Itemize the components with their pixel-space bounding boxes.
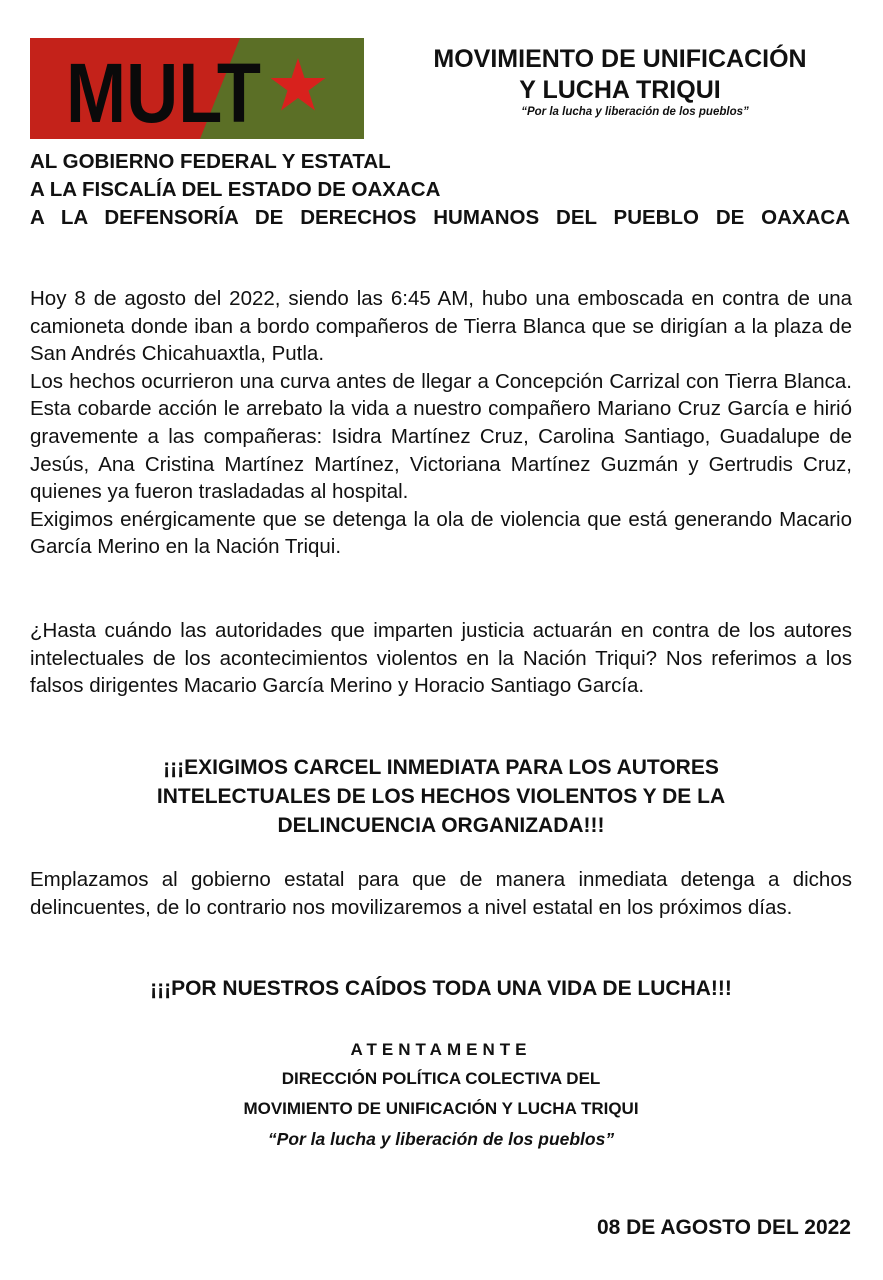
paragraph-ambush: Hoy 8 de agosto del 2022, siendo las 6:45 AM, hubo una emboscada en contra de una camioneta donde iban a bordo compañeros de Tierra Blanca que se dirigían a la plaza de San Andrés Chicahuaxtla, Putla. xyxy=(30,287,852,366)
addressees-block xyxy=(30,148,850,232)
body-paragraph-question xyxy=(30,617,852,700)
body-paragraphs-group-1 xyxy=(30,285,852,561)
body-paragraph-ultimatum xyxy=(30,866,852,921)
organization-title xyxy=(400,44,840,106)
addressee-line: AL GOBIERNO FEDERAL Y ESTATAL xyxy=(30,150,391,173)
paragraph-ultimatum: Emplazamos al gobierno estatal para que de manera inmediata detenga a dichos delincuentes, de lo contrario nos movilizaremos a nivel estatal en los próximos días. xyxy=(30,868,852,919)
demand-line: INTELECTUALES DE LOS HECHOS VIOLENTOS Y DE LA xyxy=(156,785,726,808)
signature-motto: “Por la lucha y liberación de los pueblos” xyxy=(267,1129,615,1149)
header-motto: “Por la lucha y liberación de los pueblos” xyxy=(521,106,749,118)
closing: ATENTAMENTE xyxy=(350,1040,532,1059)
paragraph-victims: Los hechos ocurrieron una curva antes de llegar a Concepción Carrizal con Tierra Blanca. Esta cobarde acción le arrebato la vida a nuestro compañero Mariano Cruz García e hirió gravemente a las compañeras: Isidra Martínez Cruz, Carolina Santiago, Guadalupe de Jesús, Ana Cristina Martínez Martínez, Victoriana Martínez Guzmán y Gertrudis Cruz, quienes ya fueron trasladadas al hospital. xyxy=(30,369,852,504)
addressee-line: A LA DEFENSORÍA DE DERECHOS HUMANOS DEL PUEBLO DE OAXACA xyxy=(30,206,850,229)
demand-heading xyxy=(30,753,852,840)
document-date: 08 DE AGOSTO DEL 2022 xyxy=(596,1216,851,1239)
signature-line: MOVIMIENTO DE UNIFICACIÓN Y LUCHA TRIQUI xyxy=(243,1099,639,1118)
org-title-line2: Y LUCHA TRIQUI xyxy=(519,76,721,104)
demand-line: DELINCUENCIA ORGANIZADA!!! xyxy=(277,814,605,837)
mult-logo xyxy=(30,38,364,139)
signature-line: DIRECCIÓN POLÍTICA COLECTIVA DEL xyxy=(281,1069,601,1088)
logo-text: MULT xyxy=(66,46,261,139)
signature-block xyxy=(30,1036,852,1154)
slogan: ¡¡¡POR NUESTROS CAÍDOS TODA UNA VIDA DE LUCHA!!! xyxy=(150,977,732,1000)
addressee-line: A LA FISCALÍA DEL ESTADO DE OAXACA xyxy=(30,178,441,201)
paragraph-demand-stop: Exigimos enérgicamente que se detenga la ola de violencia que está generando Macario García Merino en la Nación Triqui. xyxy=(30,507,852,559)
org-title-line1: MOVIMIENTO DE UNIFICACIÓN xyxy=(433,45,807,73)
paragraph-question: ¿Hasta cuándo las autoridades que imparten justicia actuarán en contra de los autores intelectuales de los acontecimientos violentos en la Nación Triqui? Nos referimos a los falsos dirigentes Macario García Merino y Horacio Santiago García. xyxy=(30,619,852,698)
demand-line: ¡¡¡EXIGIMOS CARCEL INMEDIATA PARA LOS AUTORES xyxy=(163,756,719,779)
